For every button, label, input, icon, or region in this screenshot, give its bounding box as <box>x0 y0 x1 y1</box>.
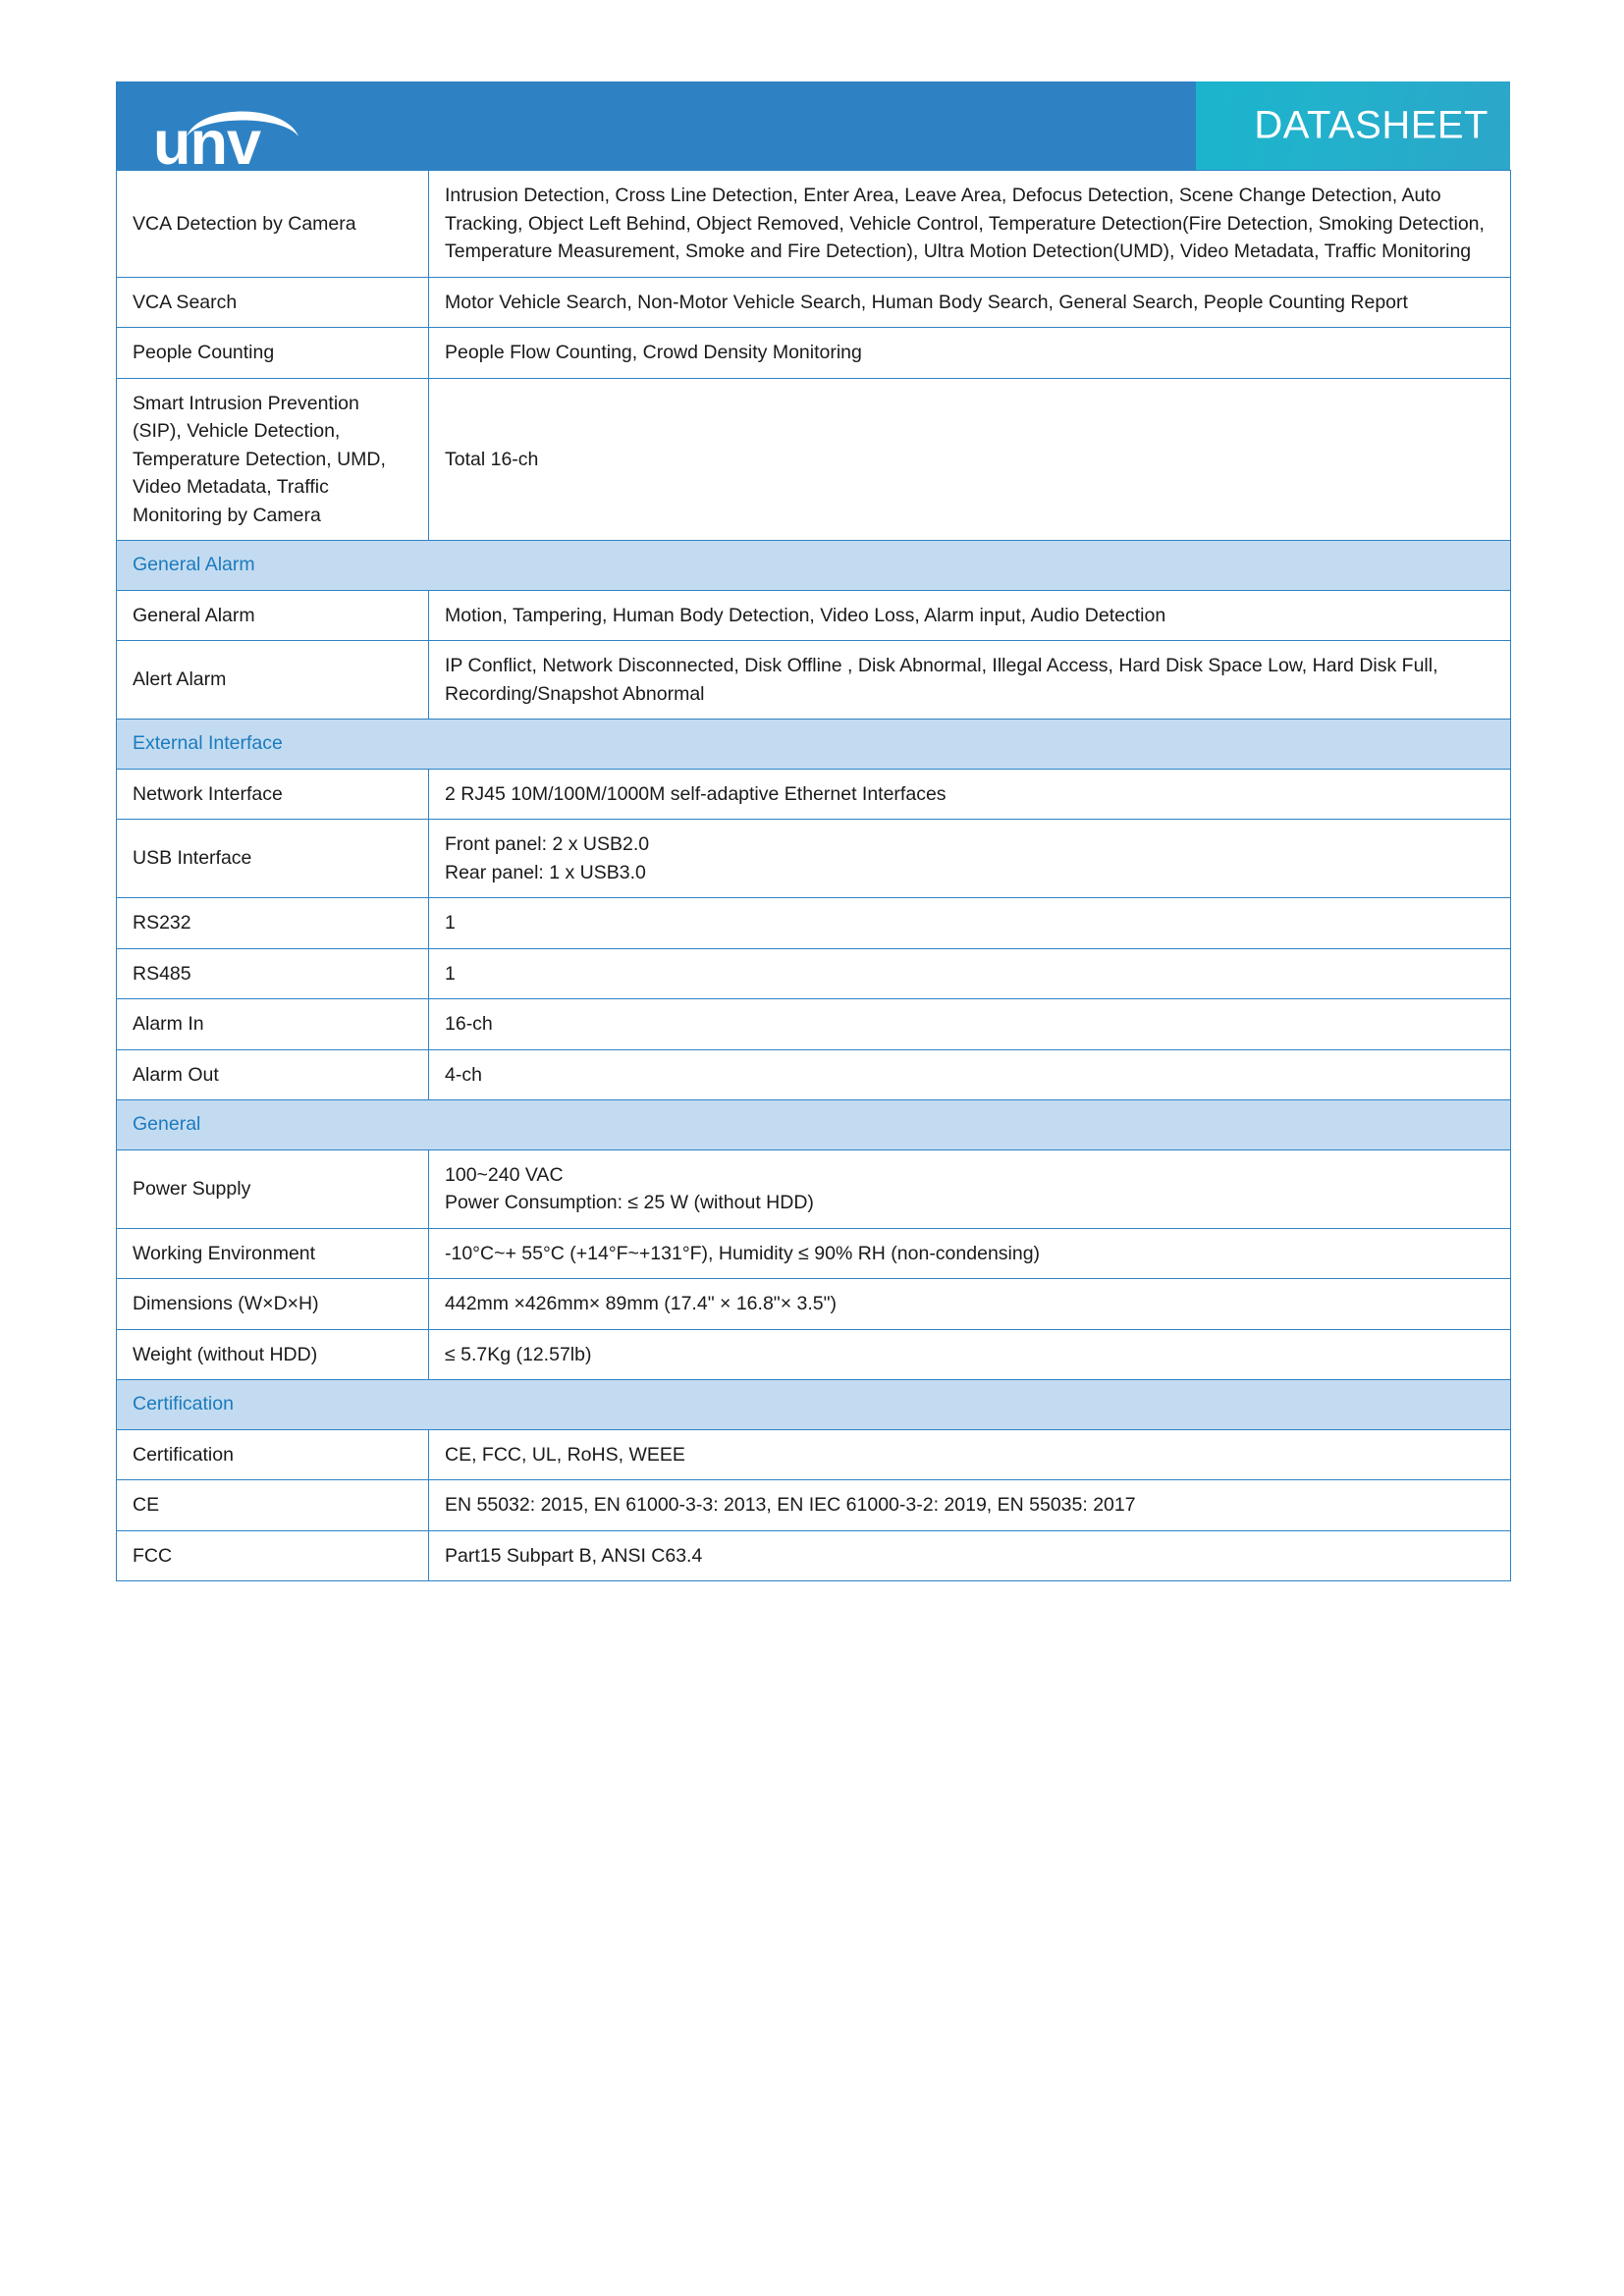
spec-label: Certification <box>117 1429 429 1480</box>
spec-value-line: -10°C~+ 55°C (+14°F~+131°F), Humidity ≤ 90% RH (non-condensing) <box>445 1242 1041 1264</box>
spec-value <box>429 641 1511 720</box>
spec-label: Alert Alarm <box>117 641 429 720</box>
spec-value-line: 2 RJ45 10M/100M/1000M self-adaptive Ethernet Interfaces <box>445 782 947 805</box>
spec-value <box>429 171 1511 278</box>
spec-value <box>429 1049 1511 1100</box>
spec-value-line: Motor Vehicle Search, Non-Motor Vehicle Search, Human Body Search, General Search, People Counting Report <box>445 291 1408 313</box>
table-row <box>117 898 1511 949</box>
spec-value <box>429 999 1511 1050</box>
spec-value-line: Power Consumption: ≤ 25 W (without HDD) <box>445 1192 814 1213</box>
spec-value <box>429 590 1511 641</box>
spec-value <box>429 820 1511 898</box>
table-row <box>117 641 1511 720</box>
section-header-row <box>117 1380 1511 1430</box>
table-row <box>117 1530 1511 1581</box>
spec-value-line: 4-ch <box>445 1063 482 1086</box>
section-header-label: Certification <box>117 1380 1511 1430</box>
spec-value-line: People Flow Counting, Crowd Density Monitoring <box>445 342 862 363</box>
table-row <box>117 1049 1511 1100</box>
spec-value-line: Front panel: 2 x USB2.0 <box>445 833 650 855</box>
section-header-row <box>117 720 1511 770</box>
spec-value-line: 1 <box>445 962 456 985</box>
spec-value-line: Total 16-ch <box>445 448 539 470</box>
spec-label: Alarm Out <box>117 1049 429 1100</box>
spec-label: CE <box>117 1480 429 1531</box>
section-header-label: General Alarm <box>117 541 1511 591</box>
section-header-row <box>117 1100 1511 1150</box>
section-header-label: External Interface <box>117 720 1511 770</box>
spec-value-line: Intrusion Detection, Cross Line Detection, Enter Area, Leave Area, Defocus Detection, Scene Change Detection, Auto Tracking, Object Left Behind, Object Removed, Vehicle Control, Temperature Detection(Fire Detection, Smoking Detection, Temperature Measurement, Smoke and Fire Detection), Ultra Motion Detection(UMD), Video Metadata, Traffic Monitoring <box>445 185 1485 262</box>
spec-value <box>429 1429 1511 1480</box>
table-row <box>117 948 1511 999</box>
spec-label: Network Interface <box>117 769 429 820</box>
spec-value <box>429 1279 1511 1330</box>
spec-label: VCA Detection by Camera <box>117 171 429 278</box>
spec-label: FCC <box>117 1530 429 1581</box>
unv-logo <box>153 95 340 168</box>
spec-value-line: CE, FCC, UL, RoHS, WEEE <box>445 1443 685 1466</box>
table-row <box>117 1149 1511 1228</box>
spec-label: Smart Intrusion Prevention (SIP), Vehicle Detection, Temperature Detection, UMD, Video Metadata, Traffic Monitoring by Camera <box>117 378 429 541</box>
spec-label: VCA Search <box>117 277 429 328</box>
page-header <box>116 81 1510 170</box>
table-row <box>117 820 1511 898</box>
spec-value-line: 16-ch <box>445 1013 493 1035</box>
spec-value <box>429 277 1511 328</box>
datasheet-banner <box>1196 81 1510 170</box>
spec-value <box>429 1329 1511 1380</box>
spec-value-line: 100~240 VAC <box>445 1163 564 1186</box>
spec-value-line: Motion, Tampering, Human Body Detection, Video Loss, Alarm input, Audio Detection <box>445 604 1166 626</box>
spec-value-line: EN 55032: 2015, EN 61000-3-3: 2013, EN IEC 61000-3-2: 2019, EN 55035: 2017 <box>445 1494 1136 1516</box>
section-header-label: General <box>117 1100 1511 1150</box>
spec-label: People Counting <box>117 328 429 379</box>
spec-value <box>429 1228 1511 1279</box>
spec-label: USB Interface <box>117 820 429 898</box>
spec-value-line: 1 <box>445 912 456 934</box>
specification-table-body <box>117 171 1511 1581</box>
table-row <box>117 378 1511 541</box>
spec-label: Power Supply <box>117 1149 429 1228</box>
table-row <box>117 999 1511 1050</box>
spec-label: Alarm In <box>117 999 429 1050</box>
spec-value <box>429 328 1511 379</box>
spec-value <box>429 378 1511 541</box>
spec-label: General Alarm <box>117 590 429 641</box>
spec-value <box>429 898 1511 949</box>
datasheet-label: DATASHEET <box>1254 103 1489 147</box>
spec-label: Dimensions (W×D×H) <box>117 1279 429 1330</box>
specification-table <box>116 170 1511 1581</box>
table-row <box>117 1329 1511 1380</box>
spec-value <box>429 769 1511 820</box>
table-row <box>117 328 1511 379</box>
spec-label: RS485 <box>117 948 429 999</box>
table-row <box>117 1279 1511 1330</box>
table-row <box>117 590 1511 641</box>
spec-label: RS232 <box>117 898 429 949</box>
section-header-row <box>117 541 1511 591</box>
spec-value-line: Part15 Subpart B, ANSI C63.4 <box>445 1544 703 1567</box>
spec-label: Working Environment <box>117 1228 429 1279</box>
spec-label: Weight (without HDD) <box>117 1329 429 1380</box>
table-row <box>117 769 1511 820</box>
spec-value <box>429 1480 1511 1531</box>
table-row <box>117 277 1511 328</box>
table-row <box>117 1228 1511 1279</box>
spec-value-line: 442mm ×426mm× 89mm (17.4" × 16.8"× 3.5") <box>445 1293 838 1314</box>
spec-value-line: IP Conflict, Network Disconnected, Disk Offline , Disk Abnormal, Illegal Access, Hard Disk Space Low, Hard Disk Full, Recording/Snapshot Abnormal <box>445 655 1438 705</box>
table-row <box>117 1429 1511 1480</box>
spec-value <box>429 1530 1511 1581</box>
spec-value <box>429 1149 1511 1228</box>
spec-value-line: ≤ 5.7Kg (12.57lb) <box>445 1343 592 1365</box>
spec-value <box>429 948 1511 999</box>
table-row <box>117 171 1511 278</box>
spec-value-line: Rear panel: 1 x USB3.0 <box>445 861 646 883</box>
table-row <box>117 1480 1511 1531</box>
unv-logo-text: unv <box>153 109 261 170</box>
